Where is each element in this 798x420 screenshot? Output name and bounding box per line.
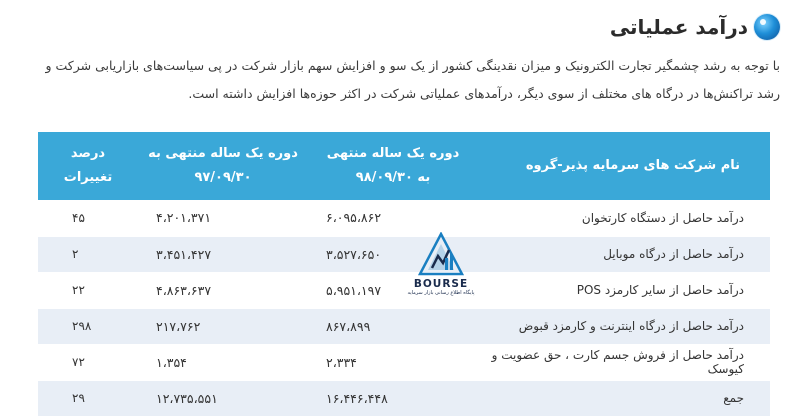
row-change: ۲۹۸ — [38, 308, 138, 344]
total-value-98: ۱۶،۴۴۶،۴۴۸ — [308, 380, 478, 416]
row-name: درآمد حاصل از درگاه اینترنت و کارمزد قبوض — [478, 308, 770, 344]
table-header-row — [38, 132, 770, 200]
row-value-97: ۱،۳۵۴ — [138, 344, 308, 380]
revenue-table — [38, 132, 770, 417]
table-row — [38, 344, 770, 380]
header-period-97 — [138, 132, 308, 200]
watermark-brand: BOURSE — [413, 278, 469, 290]
header-change-percent — [38, 132, 138, 200]
watermark-tagline: پایگاه اطلاع رسانی بازار سرمایه — [407, 290, 475, 296]
header-period-97-line2: ۹۷/۰۹/۳۰ — [194, 170, 252, 185]
row-value-97: ۲۱۷،۷۶۲ — [138, 308, 308, 344]
bourse-watermark — [407, 232, 475, 304]
header-change-line2: تغییرات — [63, 170, 113, 185]
table-row — [38, 236, 770, 272]
row-change: ۲۲ — [38, 272, 138, 308]
header-company-name: نام شرکت های سرمایه پذیر-گروه — [478, 132, 770, 200]
row-value-98: ۲،۳۳۴ — [308, 344, 478, 380]
section-header — [610, 10, 780, 44]
intro-paragraph — [14, 52, 780, 108]
bourse-logo-icon — [418, 232, 464, 278]
revenue-table-container — [38, 132, 770, 417]
paragraph-line-1: با توجه به رشد چشمگیر تجارت الکترونیک و میزان نقدینگی کشور از یک سو و افزایش سهم بازار شرکت در پی سیاست‌های بازاریابی شرکت و — [45, 58, 780, 73]
table-row — [38, 272, 770, 308]
row-change: ۷۲ — [38, 344, 138, 380]
row-name: درآمد حاصل از دستگاه کارتخوان — [478, 200, 770, 236]
row-name: درآمد حاصل از فروش جسم کارت ، حق عضویت و کیوسک — [478, 344, 770, 380]
row-value-98: ۳،۵۲۷،۶۵۰ — [308, 236, 478, 272]
blue-orb-icon — [754, 14, 780, 40]
row-name: درآمد حاصل از سایر کارمزد POS — [478, 272, 770, 308]
row-value-97: ۴،۸۶۳،۶۳۷ — [138, 272, 308, 308]
row-change: ۲ — [38, 236, 138, 272]
row-value-98: ۸۶۷،۸۹۹ — [308, 308, 478, 344]
total-change: ۲۹ — [38, 380, 138, 416]
row-value-98: ۶،۰۹۵،۸۶۲ — [308, 200, 478, 236]
total-label: جمع — [478, 380, 770, 416]
header-period-98-line1: دوره یک ساله منتهی — [326, 146, 460, 161]
table-row — [38, 200, 770, 236]
row-name: درآمد حاصل از درگاه موبایل — [478, 236, 770, 272]
row-change: ۴۵ — [38, 200, 138, 236]
header-period-98 — [308, 132, 478, 200]
paragraph-line-2: رشد تراکنش‌ها در درگاه های مختلف از سوی دیگر، درآمدهای عملیاتی شرکت در اکثر حوزه‌ها افزایش داشته است. — [188, 86, 780, 101]
total-value-97: ۱۲،۷۳۵،۵۵۱ — [138, 380, 308, 416]
header-period-97-line1: دوره یک ساله منتهی به — [148, 146, 298, 161]
header-period-98-line2: به ۹۸/۰۹/۳۰ — [355, 170, 431, 185]
row-value-97: ۳،۴۵۱،۴۲۷ — [138, 236, 308, 272]
header-change-line1: درصد — [70, 146, 106, 161]
table-row — [38, 308, 770, 344]
row-value-97: ۴،۲۰۱،۳۷۱ — [138, 200, 308, 236]
row-value-98: ۵،۹۵۱،۱۹۷ — [308, 272, 478, 308]
table-total-row — [38, 380, 770, 416]
section-title: درآمد عملیاتی — [609, 15, 748, 39]
